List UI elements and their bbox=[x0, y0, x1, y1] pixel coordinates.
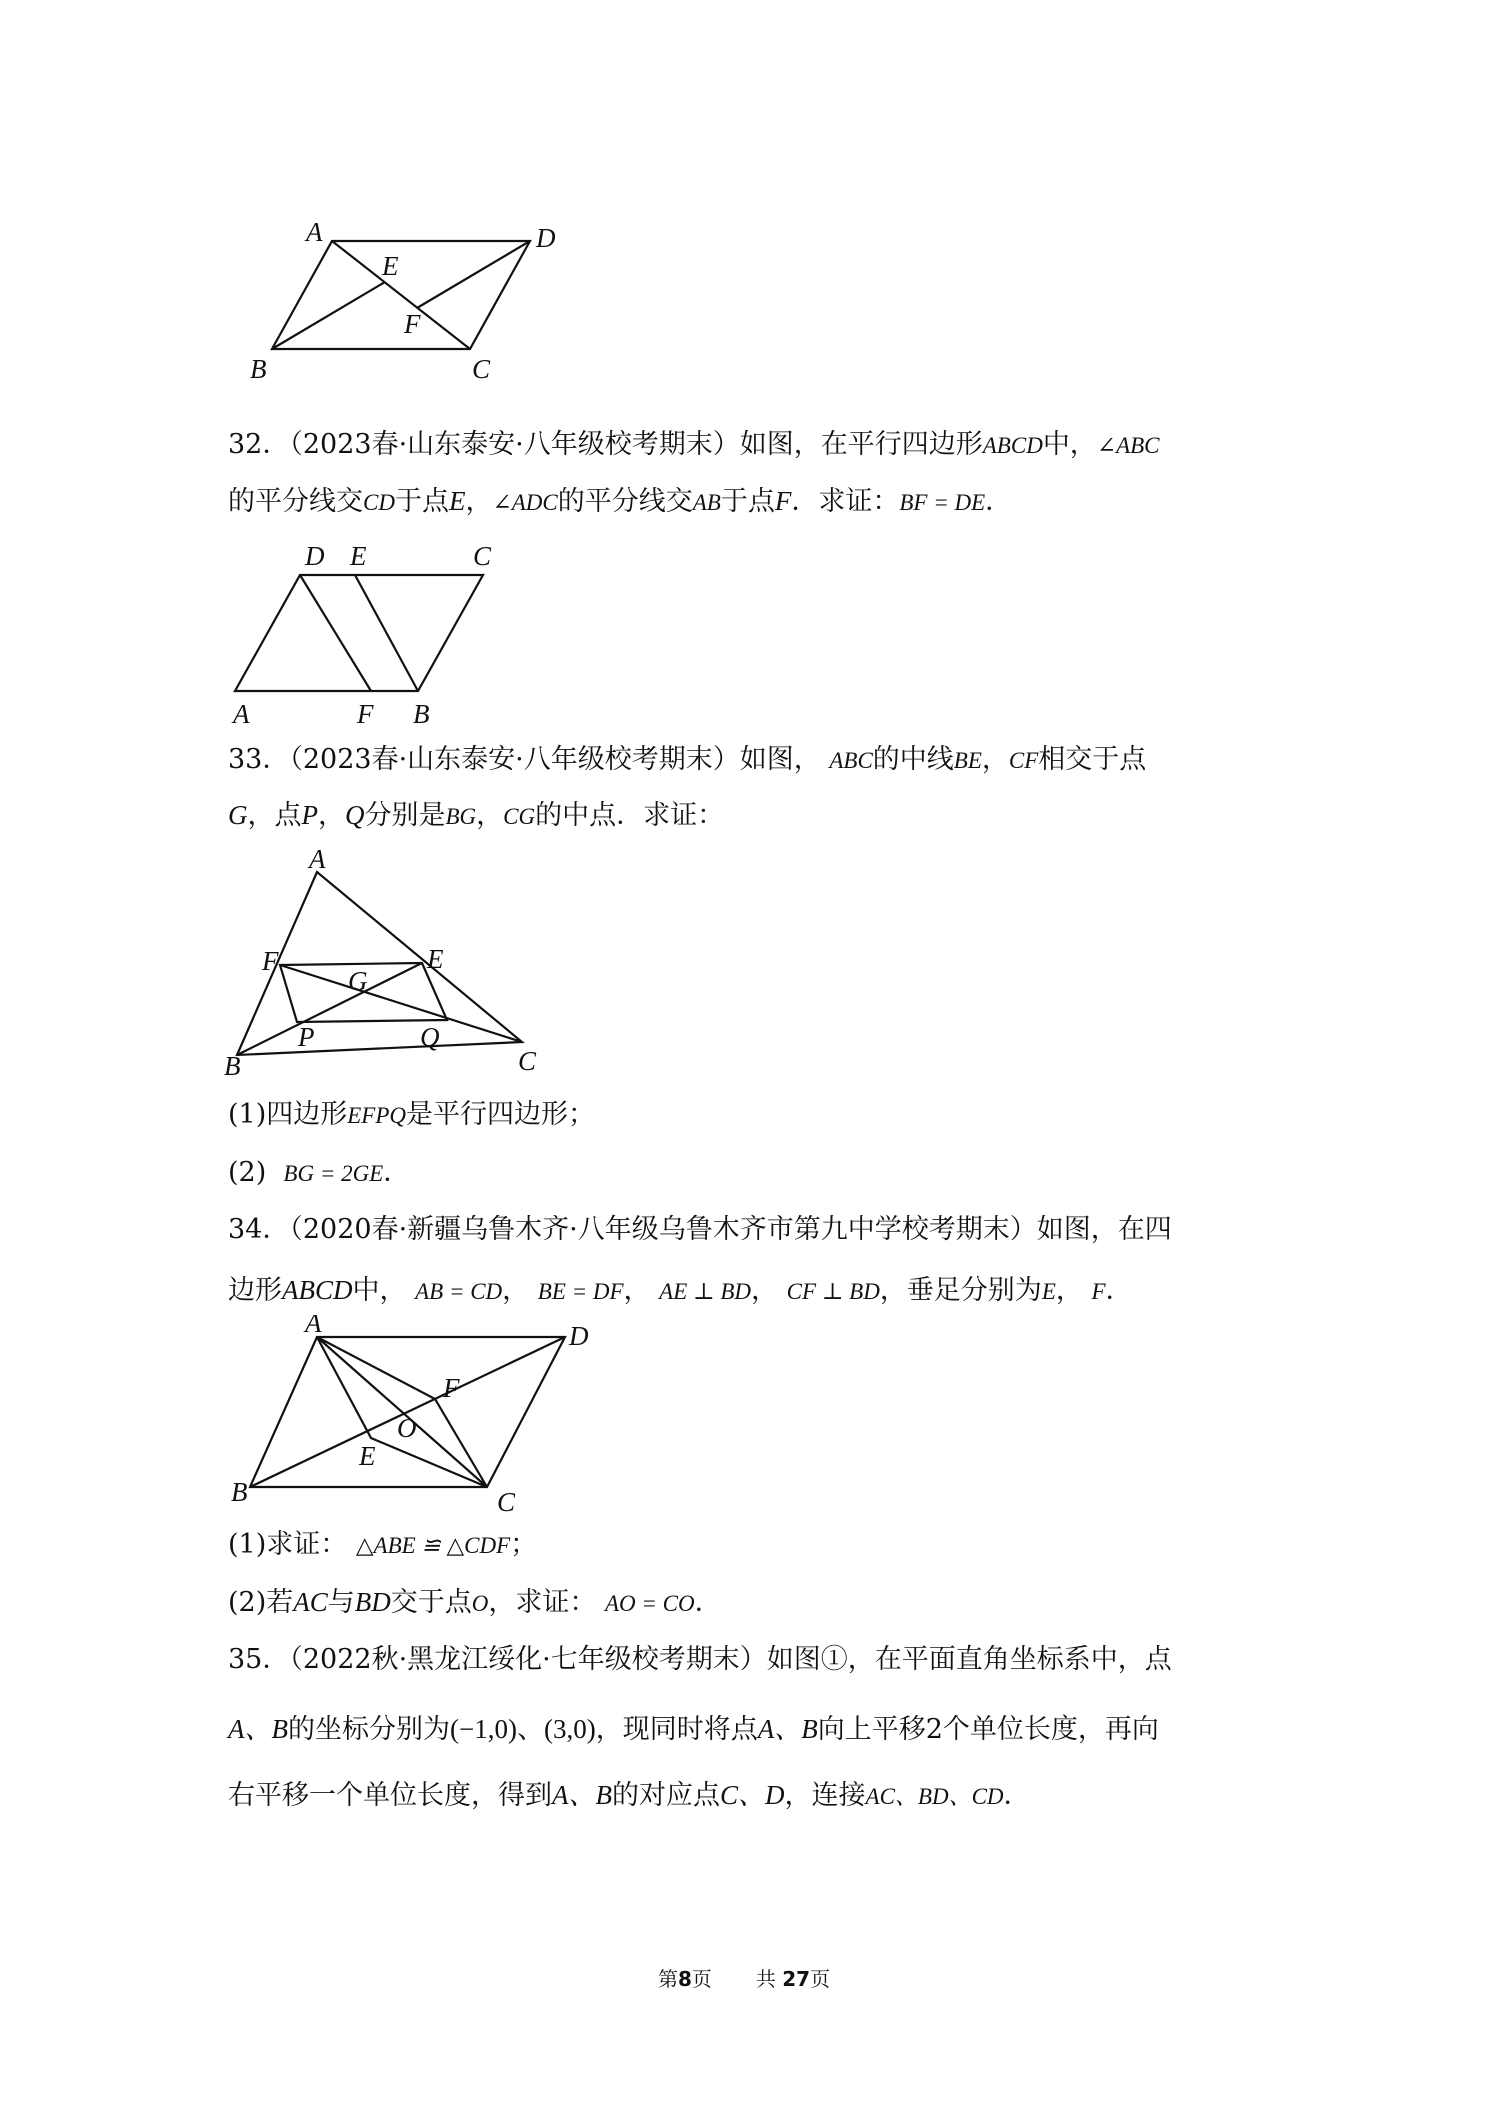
fig31-line-AC bbox=[332, 241, 470, 349]
fig31-line-DF bbox=[417, 241, 530, 308]
q34-text: 中， bbox=[352, 1275, 407, 1306]
q33-source: （2023春·山东泰安·八年级校考期末） bbox=[289, 744, 740, 775]
q34-cond-2: BE = DF bbox=[537, 1279, 624, 1304]
q32-text: 的平分线交 bbox=[228, 486, 363, 517]
q33-part2-eq: BG = 2GE bbox=[283, 1161, 384, 1186]
fig33-label-C: C bbox=[518, 1046, 537, 1076]
q34-text: ； bbox=[510, 1529, 538, 1560]
q35-cd: C、D bbox=[720, 1780, 785, 1810]
q34-text: (2)若 bbox=[228, 1587, 294, 1618]
fig33-line-BE bbox=[237, 963, 422, 1055]
q34-text: (1)求证： bbox=[228, 1529, 348, 1560]
q33-bg: BG bbox=[445, 804, 477, 829]
q32-text: 于点 bbox=[720, 486, 775, 517]
fig31-label-C: C bbox=[472, 354, 491, 384]
footer-page-suffix: 页 bbox=[691, 1967, 712, 1991]
fig33-label-E: E bbox=[427, 944, 444, 974]
q34-e: E bbox=[1041, 1279, 1056, 1304]
q33-g: G bbox=[228, 800, 248, 830]
fig31-label-B: B bbox=[250, 354, 267, 384]
q35-text: ，现同时将点 bbox=[595, 1714, 758, 1745]
footer-page-number: 8 bbox=[677, 1967, 692, 1991]
fig33-label-A: A bbox=[309, 850, 326, 874]
q32-proof: BF = DE bbox=[899, 490, 986, 515]
fig31-label-F: F bbox=[404, 309, 421, 339]
fig34-label-A: A bbox=[305, 1315, 322, 1338]
q32-f: F bbox=[774, 486, 792, 516]
q34-cond-3: AE ⊥ BD bbox=[659, 1279, 752, 1304]
fig34-label-D: D bbox=[569, 1321, 589, 1351]
q33-text: (1)四边形 bbox=[228, 1099, 348, 1130]
page-footer bbox=[0, 1963, 1488, 1992]
footer-total-prefix: 共 bbox=[755, 1967, 776, 1991]
q34-text: ，求证： bbox=[488, 1587, 597, 1618]
fig34-label-E: E bbox=[359, 1441, 376, 1471]
q35-ab: A、B bbox=[552, 1780, 612, 1810]
fig33-label-B: B bbox=[224, 1051, 241, 1080]
q33-text: ， bbox=[476, 800, 504, 831]
q32-line-2 bbox=[228, 481, 1288, 523]
footer-total-suffix: 页 bbox=[810, 1967, 831, 1991]
q33-efpq: EFPQ bbox=[347, 1103, 407, 1128]
fig32-parallelogram bbox=[235, 575, 483, 691]
q32-angle-abc: ∠ABC bbox=[1096, 433, 1160, 458]
figure-33-triangle bbox=[222, 850, 542, 1080]
q35-line-2 bbox=[228, 1709, 1288, 1750]
fig31-line-BE bbox=[272, 282, 385, 349]
q32-line-1 bbox=[228, 425, 1288, 466]
q32-text: 中， bbox=[1042, 429, 1097, 460]
fig34-label-C: C bbox=[497, 1487, 516, 1515]
fig32-label-A: A bbox=[233, 699, 250, 729]
q33-abc: ABC bbox=[829, 748, 873, 773]
q32-e: E bbox=[448, 486, 466, 516]
q32-text: 的平分线交 bbox=[557, 486, 693, 517]
q34-text: 如图，在四 bbox=[1036, 1214, 1172, 1245]
fig31-label-A: A bbox=[306, 217, 323, 247]
q32-text: ， bbox=[465, 486, 493, 517]
q33-line-2 bbox=[228, 795, 1288, 837]
fig33-label-P: P bbox=[298, 1022, 315, 1052]
q34-text: ， bbox=[502, 1275, 530, 1306]
q34-text: ， bbox=[623, 1275, 651, 1306]
fig34-line-AC bbox=[317, 1337, 487, 1487]
q34-part-1 bbox=[228, 1525, 1288, 1566]
figure-31-parallelogram bbox=[240, 215, 600, 390]
q33-text: (2) bbox=[228, 1157, 267, 1188]
fig32-label-B: B bbox=[413, 699, 430, 729]
q33-number: 33． bbox=[228, 744, 290, 775]
q33-text: ， bbox=[318, 800, 345, 831]
q35-text: 的坐标分别为 bbox=[288, 1714, 450, 1745]
q34-source: （2020春·新疆乌鲁木齐·八年级乌鲁木齐市第九中学校考期末） bbox=[289, 1214, 1037, 1245]
q34-part-2 bbox=[228, 1582, 1288, 1624]
q34-text: 交于点 bbox=[390, 1587, 472, 1618]
q34-part1-eq: △ABE ≌ △CDF bbox=[355, 1533, 511, 1558]
q34-number: 34． bbox=[228, 1214, 290, 1245]
q33-text: ． bbox=[383, 1157, 411, 1188]
q34-text: 边形 bbox=[228, 1275, 282, 1306]
q34-ac: AC bbox=[293, 1587, 328, 1617]
q35-text: 向上平移2个单位长度，再向 bbox=[817, 1714, 1159, 1745]
q35-text: 右平移一个单位长度，得到 bbox=[228, 1780, 552, 1811]
q34-cond-1: AB = CD bbox=[415, 1279, 503, 1304]
footer-page-prefix: 第 bbox=[657, 1967, 678, 1991]
q33-text: 分别是 bbox=[364, 800, 446, 831]
q32-abcd: ABCD bbox=[982, 433, 1043, 458]
fig33-line-CF bbox=[280, 965, 522, 1042]
q33-q: Q bbox=[345, 800, 365, 830]
q34-part2-eq: AO = CO bbox=[604, 1591, 695, 1616]
q33-be: BE bbox=[953, 748, 982, 773]
q35-source: （2022秋·黑龙江绥化·七年级校考期末） bbox=[289, 1644, 767, 1675]
q33-part-1 bbox=[228, 1095, 1288, 1136]
fig31-label-E: E bbox=[382, 251, 399, 281]
fig32-line-DF bbox=[300, 575, 371, 691]
q33-text: 的中线 bbox=[872, 744, 954, 775]
q34-text: ， bbox=[751, 1275, 779, 1306]
q34-text: ． bbox=[694, 1587, 722, 1618]
fig32-label-D: D bbox=[305, 541, 325, 571]
footer-total-number: 27 bbox=[782, 1967, 811, 1991]
q34-bd: BD bbox=[354, 1587, 391, 1617]
q33-text: 是平行四边形； bbox=[406, 1099, 596, 1130]
q34-text: ，垂足分别为 bbox=[879, 1275, 1042, 1306]
figure-34-quadrilateral bbox=[225, 1315, 615, 1515]
q34-text: ． bbox=[1105, 1275, 1133, 1306]
q32-cd: CD bbox=[363, 490, 395, 515]
q35-text: ． bbox=[1003, 1780, 1031, 1811]
q32-number: 32． bbox=[228, 429, 290, 460]
q33-text: 的中点．求证： bbox=[535, 800, 725, 831]
figure-32-parallelogram bbox=[225, 535, 525, 730]
q35-segments: AC、BD、CD bbox=[865, 1784, 1004, 1809]
q33-line-1 bbox=[228, 740, 1288, 781]
q32-text: 如图，在平行四边形 bbox=[739, 429, 983, 460]
q33-text: ， bbox=[981, 744, 1009, 775]
q35-number: 35． bbox=[228, 1644, 290, 1675]
q34-line-1 bbox=[228, 1210, 1288, 1250]
q35-text: ，连接 bbox=[784, 1780, 866, 1811]
q34-text: ， bbox=[1055, 1275, 1083, 1306]
q34-line-2 bbox=[228, 1270, 1288, 1312]
q33-cg: CG bbox=[503, 804, 536, 829]
fig34-label-F: F bbox=[443, 1373, 460, 1403]
q35-text: 如图①，在平面直角坐标系中，点 bbox=[766, 1644, 1172, 1675]
q35-coords: (−1,0)、(3,0) bbox=[450, 1714, 596, 1744]
q34-text: 与 bbox=[327, 1587, 355, 1618]
q33-cf: CF bbox=[1008, 748, 1039, 773]
q33-text: ，点 bbox=[247, 800, 302, 831]
q35-ab: A、B bbox=[228, 1714, 288, 1744]
fig33-label-F: F bbox=[262, 946, 279, 976]
q35-line-1 bbox=[228, 1640, 1288, 1680]
q32-text: ．求证： bbox=[791, 486, 900, 517]
q34-abcd: ABCD bbox=[282, 1275, 353, 1305]
q35-text: 的对应点 bbox=[612, 1780, 720, 1811]
fig32-line-EB bbox=[355, 575, 418, 691]
q32-text: ． bbox=[985, 486, 1013, 517]
fig34-label-B: B bbox=[231, 1477, 248, 1507]
fig34-label-O: O bbox=[397, 1413, 417, 1443]
fig34-line-BD bbox=[250, 1337, 565, 1487]
q33-p: P bbox=[301, 800, 318, 830]
q33-part-2 bbox=[228, 1153, 1288, 1194]
fig33-label-G: G bbox=[348, 966, 368, 996]
fig33-label-Q: Q bbox=[420, 1022, 440, 1052]
q32-angle-adc: ∠ADC bbox=[492, 490, 558, 515]
q34-o: O bbox=[471, 1591, 489, 1616]
fig32-label-C: C bbox=[473, 541, 492, 571]
q34-cond-4: CF ⊥ BD bbox=[786, 1279, 880, 1304]
fig31-label-D: D bbox=[536, 223, 556, 253]
q34-f: F bbox=[1091, 1279, 1106, 1304]
q32-source: （2023春·山东泰安·八年级校考期末） bbox=[289, 429, 740, 460]
fig32-label-E: E bbox=[350, 541, 367, 571]
q32-ab: AB bbox=[692, 490, 721, 515]
q35-line-3 bbox=[228, 1775, 1288, 1817]
q33-text: 如图， bbox=[739, 744, 821, 775]
q32-text: 于点 bbox=[394, 486, 449, 517]
q33-text: 相交于点 bbox=[1038, 744, 1147, 775]
q35-ab: A、B bbox=[757, 1714, 818, 1744]
fig32-label-F: F bbox=[357, 699, 374, 729]
